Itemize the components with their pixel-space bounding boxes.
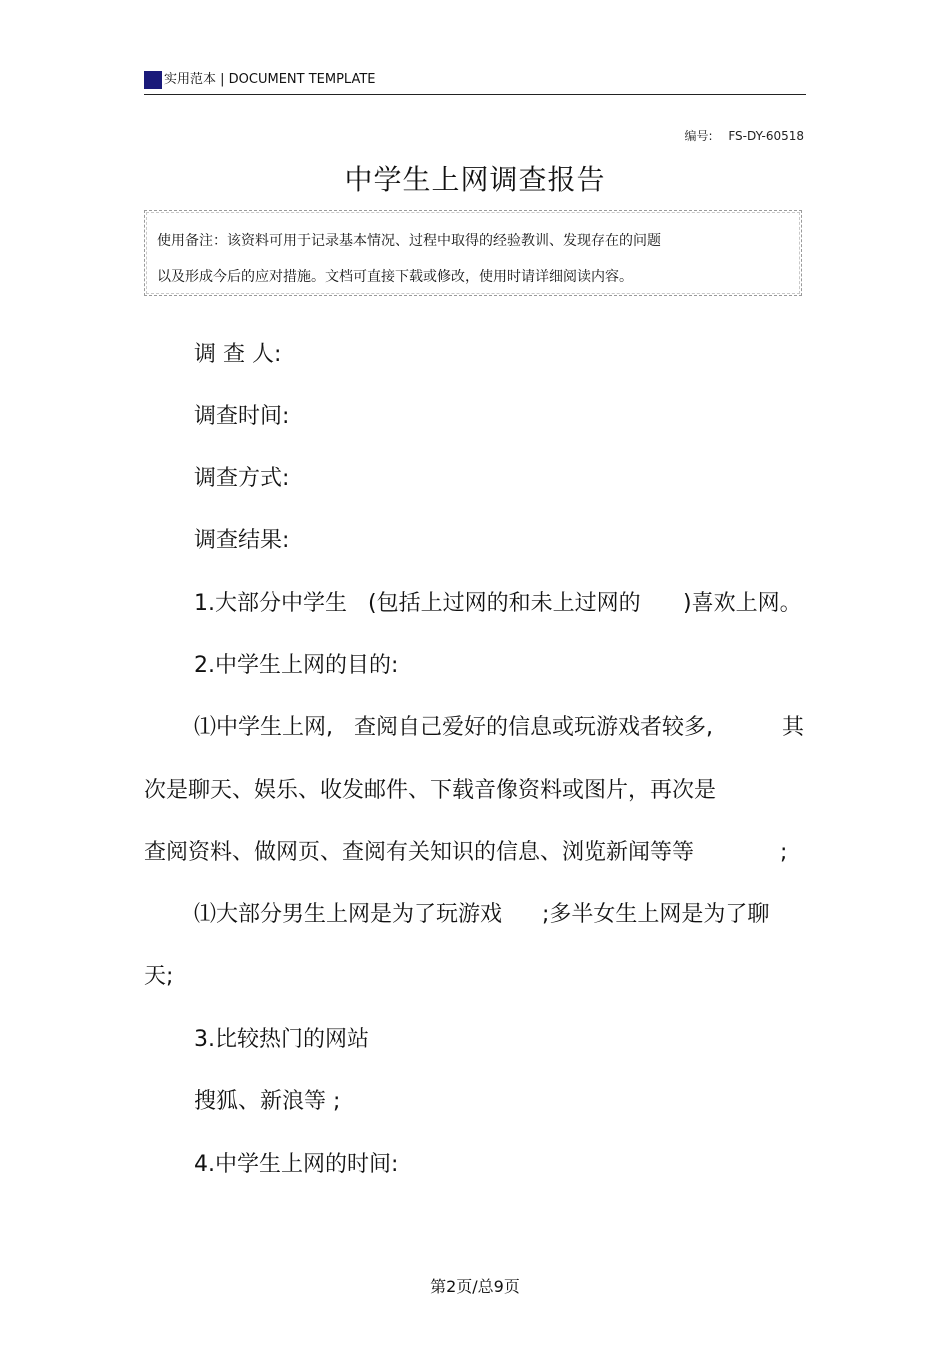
- item1-part-a: 1.大部分中学生: [194, 591, 347, 616]
- document-title: 中学生上网调查报告: [344, 163, 606, 196]
- document-number-label: 编号:: [684, 129, 713, 143]
- survey-time-field: 调查时间:: [194, 404, 290, 429]
- page-footer: 第2页/总9页: [430, 1277, 520, 1296]
- usage-note-line-1: 使用备注：该资料可用于记录基本情况、过程中取得的经验教训、发现存在的问题: [157, 233, 661, 249]
- survey-result-heading: 调查结果:: [194, 528, 290, 553]
- document-number: [684, 127, 804, 144]
- item2-1-part-b: 查阅自己爱好的信息或玩游戏者较多,: [354, 715, 713, 740]
- item2-1-part-a: ⑴中学生上网,: [194, 715, 333, 740]
- item2-1-part-e: 查阅资料、做网页、查阅有关知识的信息、浏览新闻等等: [144, 840, 695, 865]
- item1-part-c: )喜欢上网。: [683, 591, 802, 616]
- usage-note-box: [144, 210, 802, 296]
- item3-sites: 搜狐、新浪等 ;: [194, 1089, 341, 1114]
- item1-part-b: (包括上过网的和未上过网的: [368, 591, 641, 616]
- item2-2-part-c: 天;: [144, 964, 174, 989]
- investigator-field: 调 查 人:: [194, 342, 282, 367]
- item4-heading: 4.中学生上网的时间:: [194, 1152, 399, 1177]
- page-header: [144, 68, 806, 95]
- item3-heading: 3.比较热门的网站: [194, 1027, 369, 1052]
- item2-2-part-b: ;多半女生上网是为了聊: [542, 902, 770, 927]
- item2-heading: 2.中学生上网的目的:: [194, 653, 399, 678]
- item2-1-part-f: ;: [780, 840, 788, 865]
- document-number-value: FS-DY-60518: [728, 129, 804, 143]
- item2-1-part-c: 其: [782, 715, 805, 740]
- item2-2-part-a: ⑴大部分男生上网是为了玩游戏: [194, 902, 503, 927]
- item2-1-part-d: 次是聊天、娱乐、收发邮件、下载音像资料或图片，再次是: [144, 778, 717, 803]
- usage-note-line-2: 以及形成今后的应对措施。文档可直接下载或修改，使用时请详细阅读内容。: [157, 269, 633, 285]
- survey-method-field: 调查方式:: [194, 466, 290, 491]
- brand-square-icon: [144, 71, 162, 89]
- header-brand-text: 实用范本 | DOCUMENT TEMPLATE: [164, 72, 376, 87]
